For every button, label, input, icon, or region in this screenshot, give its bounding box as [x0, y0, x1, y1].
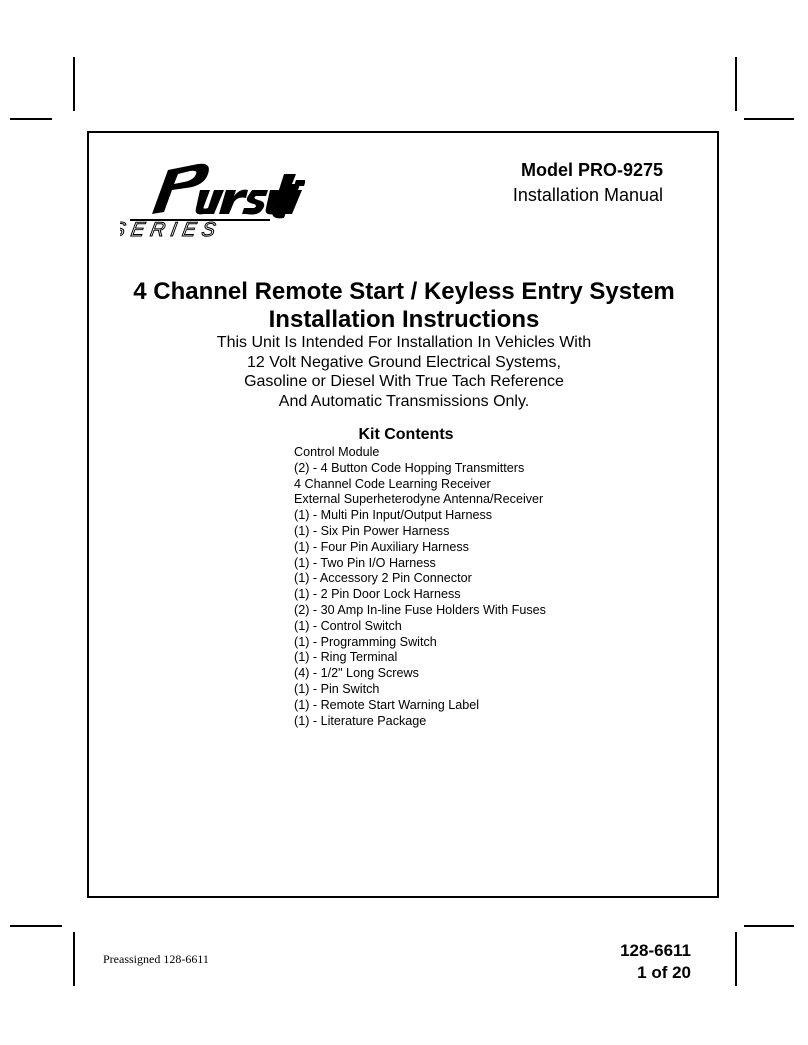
intro-line: 12 Volt Negative Ground Electrical Systems, — [247, 353, 561, 371]
kit-contents-heading: Kit Contents — [358, 426, 454, 443]
list-item: 4 Channel Code Learning Receiver — [294, 476, 491, 491]
list-item: (1) - Multi Pin Input/Output Harness — [294, 508, 493, 523]
intro-line: And Automatic Transmissions Only. — [278, 392, 530, 410]
list-item: External Superheterodyne Antenna/Receiver — [294, 492, 544, 507]
list-item: (1) - Programming Switch — [294, 634, 437, 649]
crop-mark — [10, 118, 52, 120]
crop-mark — [10, 925, 62, 927]
part-number: 128-6611 — [620, 941, 691, 960]
page-number: 1 of 20 — [637, 963, 691, 982]
crop-mark — [73, 932, 75, 986]
list-item: (1) - Accessory 2 Pin Connector — [294, 571, 472, 586]
list-item: (4) - 1/2" Long Screws — [294, 666, 419, 681]
list-item: (2) - 30 Amp In-line Fuse Holders With Fuses — [294, 602, 546, 617]
page-info — [620, 940, 691, 984]
intro-line: This Unit Is Intended For Installation In Vehicles With — [216, 334, 592, 351]
pursuit-series-logo — [120, 150, 305, 240]
list-item: (1) - Pin Switch — [294, 681, 380, 696]
list-item: Control Module — [294, 445, 380, 459]
model-block — [463, 160, 663, 206]
crop-mark — [744, 925, 794, 927]
intro-line: Gasoline or Diesel With True Tach Reference — [244, 373, 564, 390]
kit-contents-list — [294, 445, 546, 729]
logo-series-text: SERIES — [120, 219, 224, 240]
list-item: (1) - Six Pin Power Harness — [294, 523, 450, 538]
list-item: (1) - Control Switch — [294, 618, 402, 633]
preassigned-label: Preassigned 128-6611 — [103, 952, 209, 966]
manual-type: Installation Manual — [512, 185, 663, 205]
sub-title: Installation Instructions — [268, 306, 540, 333]
list-item: (1) - Ring Terminal — [294, 650, 398, 665]
list-item: (1) - Two Pin I/O Harness — [294, 555, 436, 570]
crop-mark — [735, 932, 737, 986]
crop-mark — [735, 57, 737, 111]
crop-mark — [744, 118, 794, 120]
main-title: 4 Channel Remote Start / Keyless Entry System — [133, 278, 675, 305]
list-item: (1) - 2 Pin Door Lock Harness — [294, 587, 461, 602]
crop-mark — [73, 57, 75, 111]
list-item: (1) - Four Pin Auxiliary Harness — [294, 539, 469, 554]
model-number: Model PRO-9275 — [520, 160, 663, 180]
list-item: (1) - Remote Start Warning Label — [294, 697, 480, 712]
intro-text — [0, 333, 808, 411]
list-item: (2) - 4 Button Code Hopping Transmitters — [294, 460, 525, 475]
list-item: (1) - Literature Package — [294, 713, 427, 728]
